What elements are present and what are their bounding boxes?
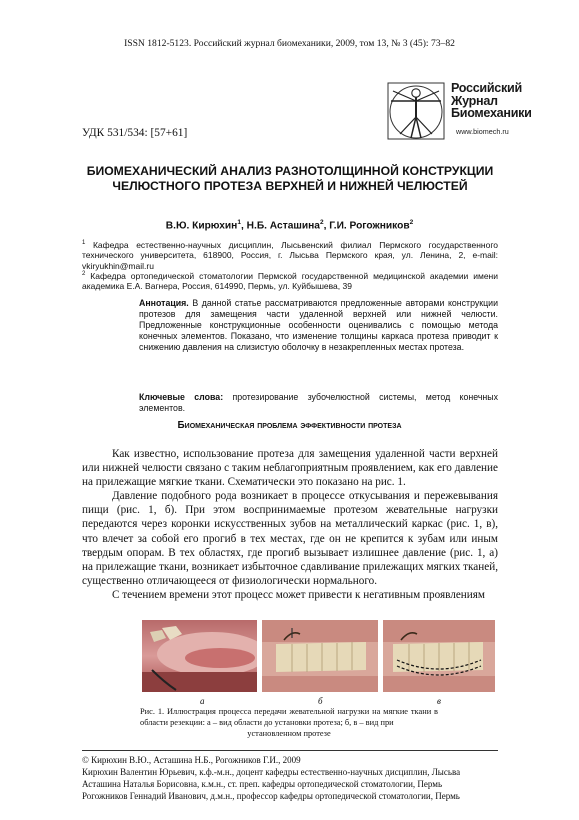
logo-title (451, 82, 532, 120)
caption-prefix: Рис. 1. (140, 707, 165, 716)
author-sup: 2 (319, 219, 324, 226)
keywords-text: протезирование зубочелюстной системы, метод конечных элементов. (139, 392, 498, 413)
body-paragraph: С течением времени этот процесс может привести к негативным проявлениям (112, 588, 485, 601)
author-sup: 1 (237, 219, 241, 226)
logo-line-1: Российский (451, 81, 522, 95)
abstract (139, 298, 498, 353)
abstract-text: В данной статье рассматриваются предложенные авторами конструкции протезов для замещения части удаленной верхней или нижней челюсти. Предложенные конструкционные особенности оценивались с помощью метода конечных элементов. Показано, что изменение толщины каркаса протеза приводит к снижению давления на слизистую оболочку в незакрепленных местах протеза. (139, 298, 498, 352)
keywords (139, 392, 498, 414)
authors: В.Ю. Кирюхин$^1$, Н.Б. Асташина$^2$, Г.И. Рогожников$^2$ (165, 219, 414, 232)
figure-photo-c (383, 620, 495, 692)
vitruvian-man-icon (385, 81, 449, 141)
figure-caption (140, 706, 438, 739)
author-name: Г.И. Рогожников (329, 220, 410, 232)
journal-header: ISSN 1812-5123. Российский журнал биомеханики, 2009, том 13, № 3 (45): 73–82 (124, 38, 455, 49)
body-paragraph: Как известно, использование протеза для замещения удаленной части верхней или нижней челюсти связано с таким неблагоприятным проявлением, как его давление на прилежащие мягкие ткани. Схематически это показано на рис. 1. (82, 448, 498, 489)
figure-photo-b (262, 620, 378, 692)
keywords-label: Ключевые слова: (139, 392, 224, 402)
footer-line: Рогожников Геннадий Иванович, д.м.н., профессор кафедры ортопедической стоматологии, Пермь (82, 791, 460, 801)
figure-photo-a (142, 620, 257, 692)
footer-line: Кирюхин Валентин Юрьевич, к.ф.-м.н., доцент кафедры естественно-научных дисциплин, Лысьва (82, 767, 461, 777)
body-text (82, 447, 498, 602)
footer-line: Асташина Наталья Борисовна, к.м.н., ст. преп. кафедры ортопедической стоматологии, Пермь (82, 779, 443, 789)
section-title-text: Биомеханическая проблема эффективности протеза (177, 420, 402, 431)
section-title (0, 420, 579, 431)
affiliation-sup: 2 (82, 271, 86, 277)
affiliation-sup: 1 (82, 240, 86, 246)
affiliation-2 (82, 269, 498, 292)
affiliation-text: Кафедра ортопедической стоматологии Пермской государственной медицинской академии имени академика Е.А. Вагнера, Россия, 614990, Пермь, ул. Куйбышева, 39 (82, 270, 498, 292)
logo-line-2: Журнал (451, 93, 498, 108)
footer (82, 754, 498, 802)
figure-label-b: б (318, 696, 323, 706)
logo-url: www.biomech.ru (456, 127, 509, 136)
author-name: Н.Б. Асташина (246, 220, 320, 232)
abstract-label: Аннотация. (139, 298, 189, 308)
author-name: В.Ю. Кирюхин (165, 220, 238, 232)
body-paragraph: Давление подобного рода возникает в процессе откусывания и пережевывания пищи (рис. 1, б). При этом воспринимаемые протезом жевательные нагрузки передаются через коронки искусственных зубов на металлический каркас (рис. 1, в), что влечет за собой его прогиб в тех местах, где он не крепится к зубам или иным твердым опорам. В тех областях, где прогиб вызывает излишнее давление (рис. 1, а) на прилежащие ткани, возникает избыточное сдавливание прилежащих мягких тканей, существенно отличающееся от физиологически нормального. (82, 490, 498, 587)
footer-copyright: © Кирюхин В.Ю., Асташина Н.Б., Рогожников Г.И., 2009 (82, 755, 301, 765)
figure-label-a: а (200, 696, 205, 706)
caption-text: Иллюстрация процесса передачи жевательной нагрузки на мягкие ткани в области резекции: а – вид области до установки протеза; б, в – вид при (140, 707, 438, 727)
footer-divider (82, 750, 498, 751)
affiliation-1 (82, 238, 498, 272)
affiliation-text: Кафедра естественно-научных дисциплин, Лысьвенский филиал Пермского государственного технического университета, 618900, Россия, г. Лысьва Пермского края, ул. Ленина, 2, e-mail: vkiryukhin@mail.ru (82, 239, 498, 272)
udc-code: УДК 531/534: [57+61] (82, 127, 188, 139)
logo-line-3: Биомеханики (451, 106, 532, 121)
author-sup: 2 (409, 219, 414, 226)
caption-last-line: установленном протезе (247, 729, 331, 738)
article-title (60, 164, 520, 195)
figure-label-c: в (437, 696, 441, 706)
title-line-2: ЧЕЛЮСТНОГО ПРОТЕЗА ВЕРХНЕЙ И НИЖНЕЙ ЧЕЛЮСТЕЙ (112, 179, 468, 194)
title-line-1: БИОМЕХАНИЧЕСКИЙ АНАЛИЗ РАЗНОТОЛЩИННОЙ КОНСТРУКЦИИ (86, 164, 494, 178)
